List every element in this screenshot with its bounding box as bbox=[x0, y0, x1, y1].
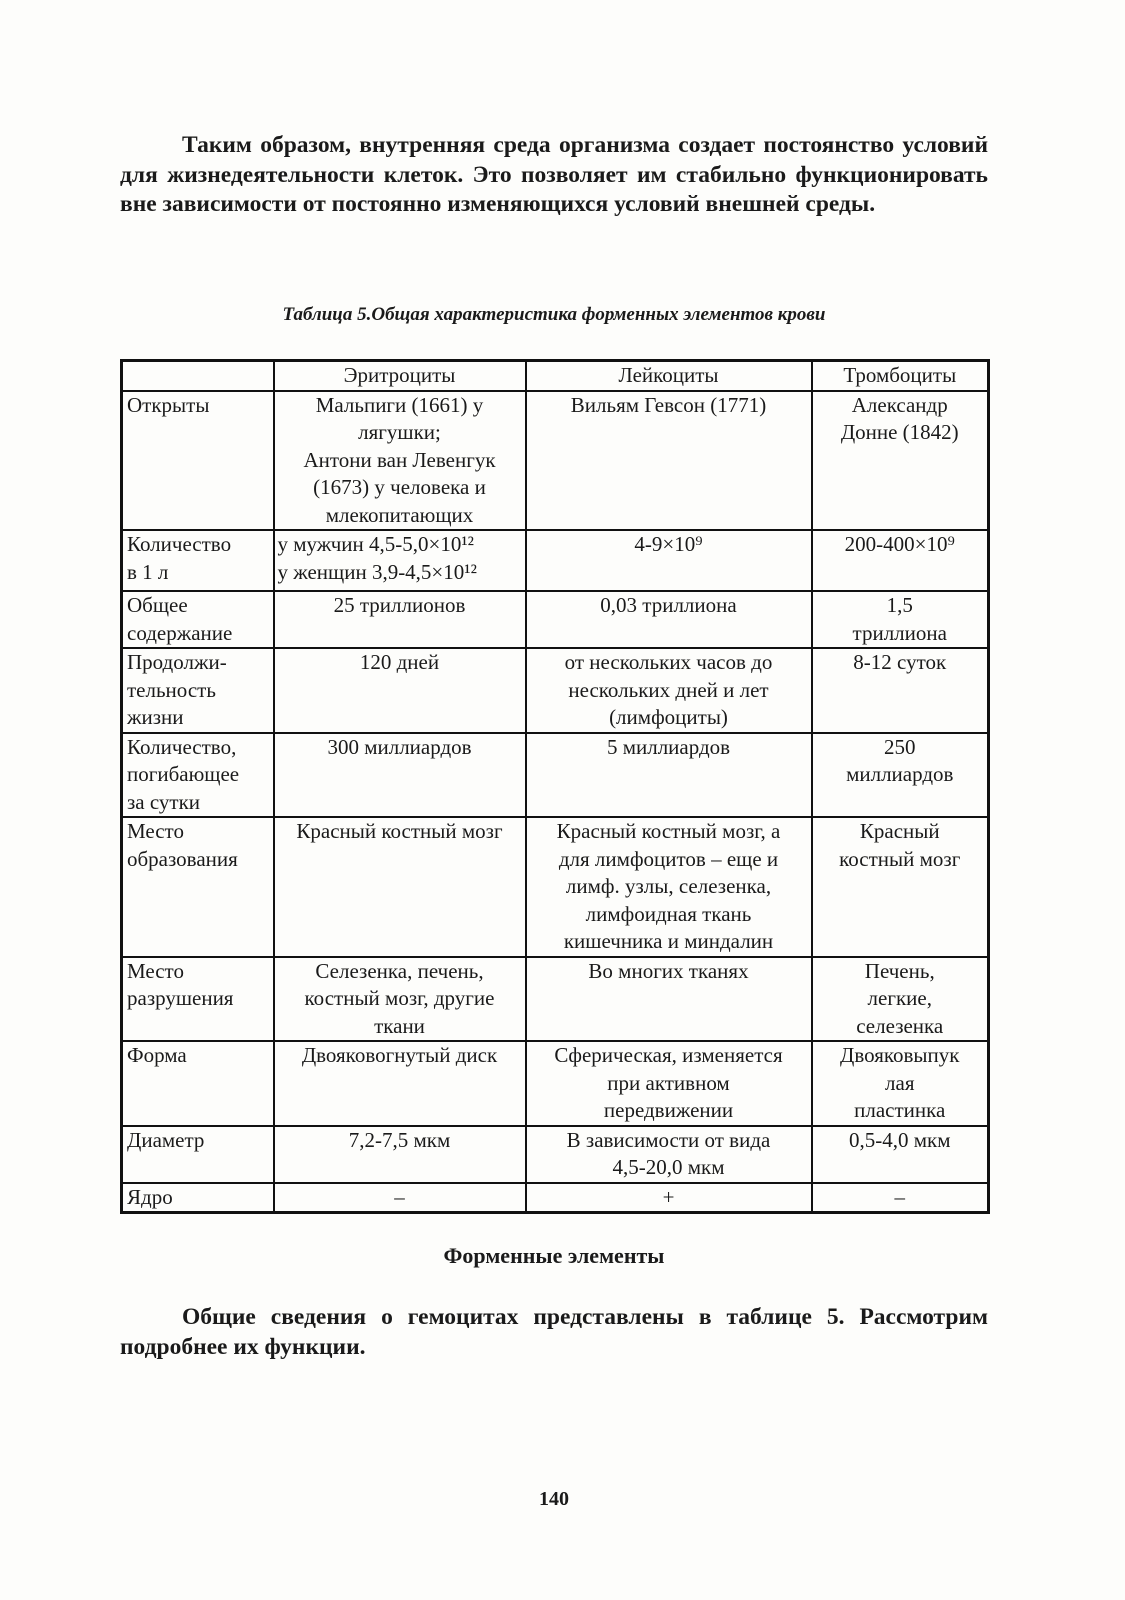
intro-paragraph: Таким образом, внутренняя среда организма создает постоянство условий для жизнедеятельности клеток. Это позволяет им стабильно функционировать вне зависимости от постоянно изменяющихся условий внешней среды. bbox=[120, 132, 988, 217]
table-cell: 200-400×10⁹ bbox=[812, 530, 989, 591]
page-number: 140 bbox=[539, 1488, 569, 1510]
table-cell: Красный костный мозг, а для лимфоцитов – еще и лимф. узлы, селезенка, лимфоидная ткань кишечника и миндалин bbox=[526, 817, 812, 957]
table-cell: 0,5-4,0 мкм bbox=[812, 1126, 989, 1183]
table-cell: Печень, легкие, селезенка bbox=[812, 957, 989, 1042]
table-row bbox=[122, 733, 989, 818]
table-cell: Двояковогнутый диск bbox=[274, 1041, 526, 1126]
table-cell: 4-9×10⁹ bbox=[526, 530, 812, 591]
table-cell: Двояковыпук лая пластинка bbox=[812, 1041, 989, 1126]
row-label: Место образования bbox=[122, 817, 274, 957]
header-cell-leukocytes: Лейкоциты bbox=[526, 361, 812, 391]
table-row bbox=[122, 1126, 989, 1183]
table-caption: Таблица 5.Общая характеристика форменных элементов крови bbox=[282, 304, 826, 325]
table-cell: + bbox=[526, 1183, 812, 1213]
table-row bbox=[122, 648, 989, 733]
row-label: Форма bbox=[122, 1041, 274, 1126]
blood-elements-table bbox=[120, 359, 990, 1214]
table-cell: – bbox=[274, 1183, 526, 1213]
table-row bbox=[122, 391, 989, 531]
table-cell: Селезенка, печень, костный мозг, другие ткани bbox=[274, 957, 526, 1042]
table-cell: 1,5 триллиона bbox=[812, 591, 989, 648]
row-label: Ядро bbox=[122, 1183, 274, 1213]
table-cell: Красный костный мозг bbox=[274, 817, 526, 957]
table-cell: Сферическая, изменяется при активном передвижении bbox=[526, 1041, 812, 1126]
row-label: Общее содержание bbox=[122, 591, 274, 648]
table-row bbox=[122, 957, 989, 1042]
table-cell: 25 триллионов bbox=[274, 591, 526, 648]
table-cell: – bbox=[812, 1183, 989, 1213]
table-cell: 0,03 триллиона bbox=[526, 591, 812, 648]
header-cell-empty bbox=[122, 361, 274, 391]
section-heading: Форменные элементы bbox=[443, 1243, 665, 1268]
table-row bbox=[122, 530, 989, 591]
table-cell: Красный костный мозг bbox=[812, 817, 989, 957]
table-cell: 300 миллиардов bbox=[274, 733, 526, 818]
row-label: Диаметр bbox=[122, 1126, 274, 1183]
table-header-row bbox=[122, 361, 989, 391]
table-cell: 5 миллиардов bbox=[526, 733, 812, 818]
table-cell: 250 миллиардов bbox=[812, 733, 989, 818]
table-cell: Александр Донне (1842) bbox=[812, 391, 989, 531]
table-cell: 120 дней bbox=[274, 648, 526, 733]
table-row bbox=[122, 1183, 989, 1213]
header-cell-thrombocytes: Тромбоциты bbox=[812, 361, 989, 391]
table-cell: от нескольких часов до нескольких дней и лет (лимфоциты) bbox=[526, 648, 812, 733]
table-row bbox=[122, 591, 989, 648]
row-label: Место разрушения bbox=[122, 957, 274, 1042]
row-label: Открыты bbox=[122, 391, 274, 531]
row-label: Количество, погибающее за сутки bbox=[122, 733, 274, 818]
closing-paragraph: Общие сведения о гемоцитах представлены в таблице 5. Рассмотрим подробнее их функции. bbox=[120, 1304, 988, 1360]
row-label: Продолжи- тельность жизни bbox=[122, 648, 274, 733]
table-row bbox=[122, 1041, 989, 1126]
table-cell: у мужчин 4,5-5,0×10¹² у женщин 3,9-4,5×10¹² bbox=[274, 530, 526, 591]
table-cell: 8-12 суток bbox=[812, 648, 989, 733]
table-row bbox=[122, 817, 989, 957]
table-cell: Вильям Гевсон (1771) bbox=[526, 391, 812, 531]
table-cell: В зависимости от вида 4,5-20,0 мкм bbox=[526, 1126, 812, 1183]
header-cell-erythrocytes: Эритроциты bbox=[274, 361, 526, 391]
table-cell: Во многих тканях bbox=[526, 957, 812, 1042]
table-cell: 7,2-7,5 мкм bbox=[274, 1126, 526, 1183]
table-cell: Мальпиги (1661) у лягушки; Антони ван Левенгук (1673) у человека и млекопитающих bbox=[274, 391, 526, 531]
row-label: Количество в 1 л bbox=[122, 530, 274, 591]
